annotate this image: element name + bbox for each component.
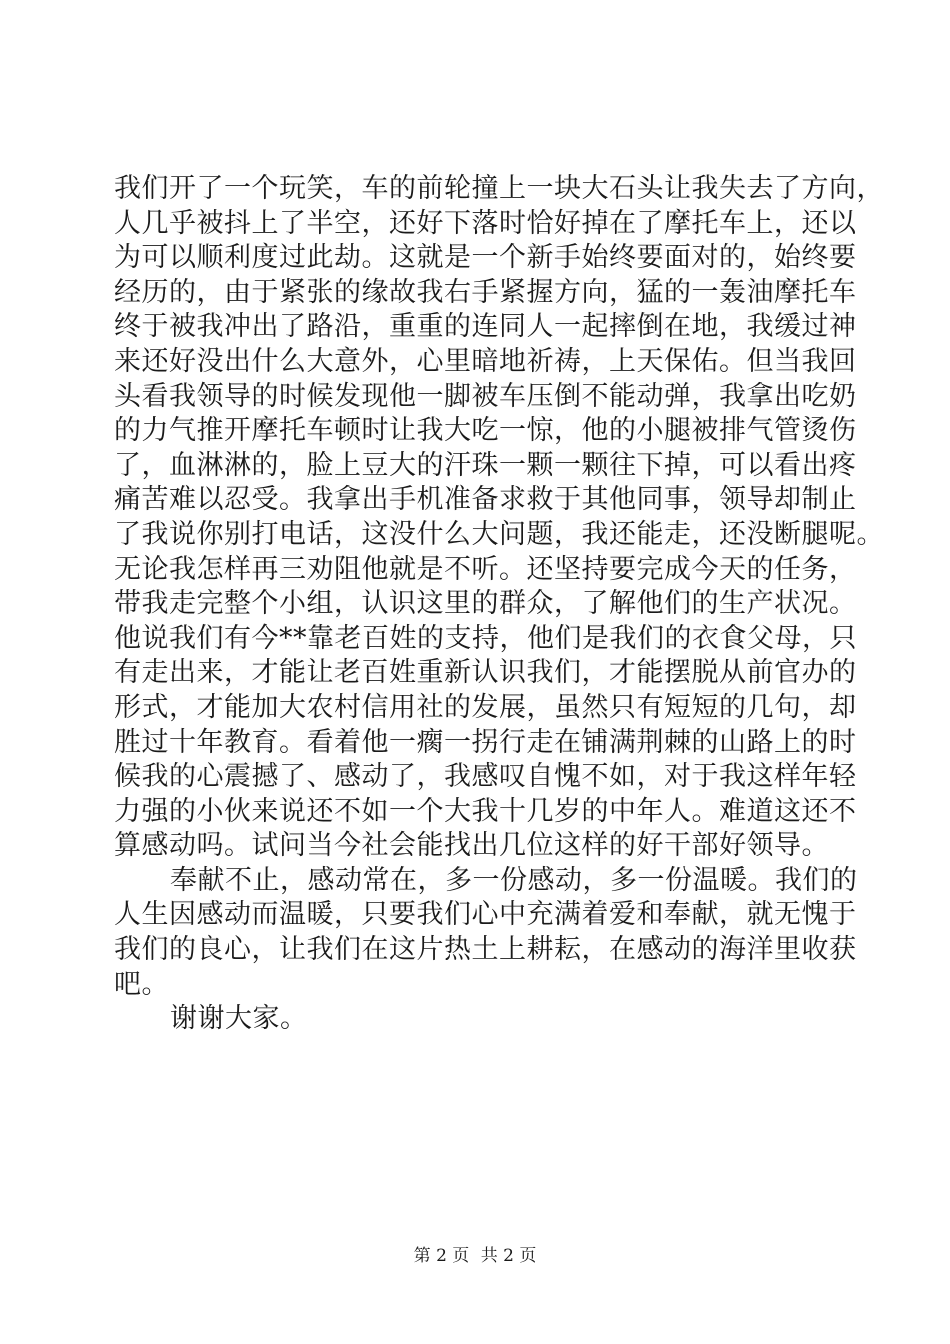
text-line: 终于被我冲出了路沿，重重的连同人一起摔倒在地，我缓过神 bbox=[114, 311, 857, 343]
document-body bbox=[114, 172, 884, 1037]
text-line: 他说我们有今**靠老百姓的支持，他们是我们的衣食父母，只 bbox=[114, 622, 857, 654]
text-line: 的力气推开摩托车顿时让我大吃一惊，他的小腿被排气管烫伤 bbox=[114, 415, 857, 447]
text-line: 胜过十年教育。看着他一瘸一拐行走在铺满荆棘的山路上的时 bbox=[114, 726, 857, 758]
text-line: 人几乎被抖上了半空，还好下落时恰好掉在了摩托车上，还以 bbox=[114, 207, 857, 239]
text-line: 无论我怎样再三劝阻他就是不听。还坚持要完成今天的任务， bbox=[114, 553, 857, 585]
text-line: 谢谢大家。 bbox=[170, 1003, 308, 1035]
text-line: 带我走完整个小组，认识这里的群众，了解他们的生产状况。 bbox=[114, 588, 857, 620]
text-line: 形式，才能加大农村信用社的发展，虽然只有短短的几句，却 bbox=[114, 691, 857, 723]
text-line: 候我的心震撼了、感动了，我感叹自愧不如，对于我这样年轻 bbox=[114, 761, 857, 793]
text-line: 算感动吗。试问当今社会能找出几位这样的好干部好领导。 bbox=[114, 830, 829, 862]
text-line: 我们的良心，让我们在这片热土上耕耘，在感动的海洋里收获 bbox=[114, 934, 857, 966]
text-line: 奉献不止，感动常在，多一份感动，多一份温暖。我们的 bbox=[170, 864, 858, 896]
page-total: 共 2 页 bbox=[480, 1246, 537, 1266]
text-line: 了我说你别打电话，这没什么大问题，我还能走，还没断腿呢。 bbox=[114, 518, 884, 550]
text-line: 为可以顺利度过此劫。这就是一个新手始终要面对的，始终要 bbox=[114, 242, 857, 274]
text-line: 力强的小伙来说还不如一个大我十几岁的中年人。难道这还不 bbox=[114, 795, 857, 827]
text-line: 来还好没出什么大意外，心里暗地祈祷，上天保佑。但当我回 bbox=[114, 345, 857, 377]
text-line: 人生因感动而温暖，只要我们心中充满着爱和奉献，就无愧于 bbox=[114, 899, 857, 931]
page-footer bbox=[0, 1245, 950, 1267]
text-line: 头看我领导的时候发现他一脚被车压倒不能动弹，我拿出吃奶 bbox=[114, 380, 857, 412]
text-line: 经历的，由于紧张的缘故我右手紧握方向，猛的一轰油摩托车 bbox=[114, 276, 857, 308]
text-line: 有走出来，才能让老百姓重新认识我们，才能摆脱从前官办的 bbox=[114, 657, 857, 689]
text-line: 我们开了一个玩笑，车的前轮撞上一块大石头让我失去了方向， bbox=[114, 173, 884, 204]
text-line: 了，血淋淋的，脸上豆大的汗珠一颗一颗往下掉，可以看出疼 bbox=[114, 449, 857, 481]
paragraph bbox=[114, 864, 858, 1002]
paragraph bbox=[114, 1002, 842, 1037]
text-line: 痛苦难以忍受。我拿出手机准备求救于其他同事，领导却制止 bbox=[114, 484, 857, 516]
paragraph bbox=[114, 172, 884, 864]
text-line: 吧。 bbox=[114, 968, 169, 1000]
page-number: 第 2 页 bbox=[413, 1246, 470, 1266]
